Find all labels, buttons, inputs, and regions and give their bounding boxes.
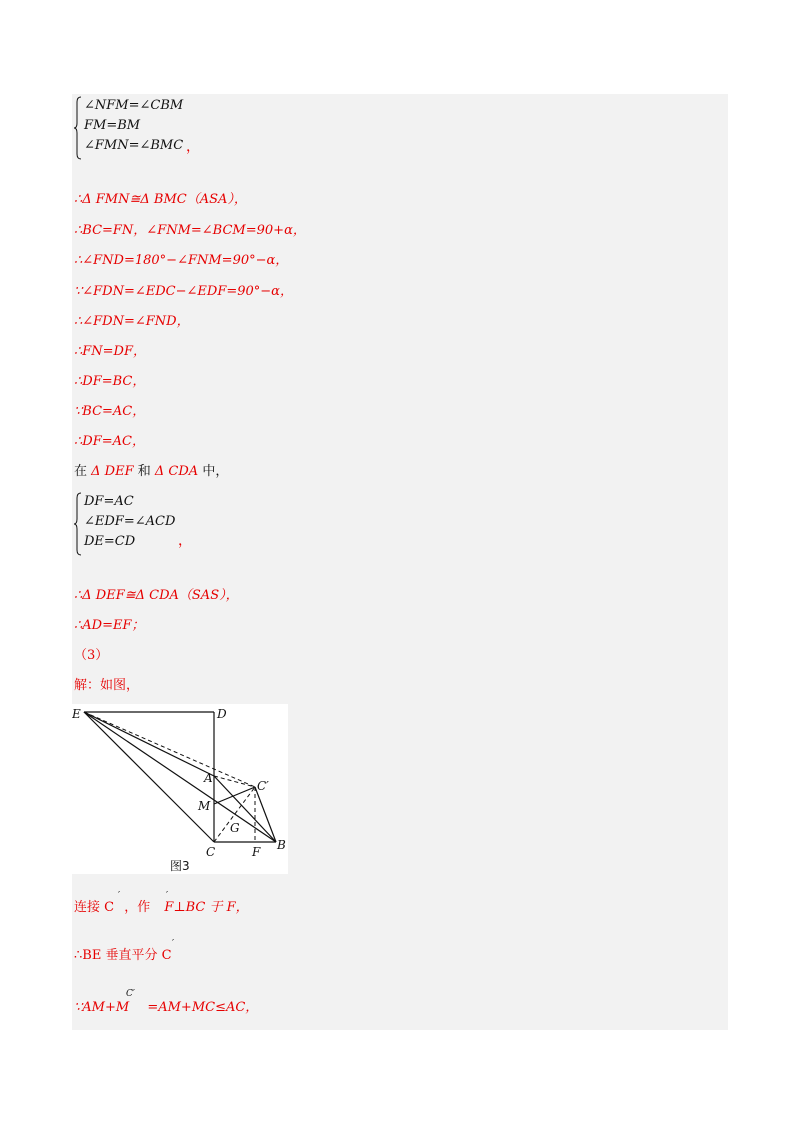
step-line: ∴BC=FN，∠FNM=∠BCM=90+α，	[74, 223, 306, 238]
system1-row-3: ∠FMN=∠BMC	[84, 138, 184, 153]
connect-text-b: ，作	[124, 900, 151, 915]
step-line: ∴DF=AC，	[74, 434, 145, 449]
triangle-cda: Δ CDA	[154, 464, 199, 479]
step-line: ∴DF=BC，	[74, 374, 146, 389]
inequality-sup: C′	[126, 989, 135, 999]
step-line: ∵BC=AC，	[74, 404, 146, 419]
connect-text-a: 连接 C	[74, 900, 115, 915]
label-c: C	[206, 845, 216, 859]
label-e: E	[72, 707, 81, 721]
system2-row-1: DF=AC	[84, 494, 134, 509]
step-line: ∴Δ FMN≅Δ BMC（ASA），	[74, 192, 247, 207]
step-line: ∴Δ DEF≅Δ CDA（SAS），	[74, 588, 239, 603]
bisector-text: ∴BE 垂直平分 C	[74, 948, 172, 963]
figure-3-drawing	[72, 704, 288, 874]
left-brace-icon	[74, 96, 82, 160]
system2-tail: ，	[178, 533, 192, 549]
system2-row-2: ∠EDF=∠ACD	[84, 514, 176, 529]
label-c-prime: C′	[257, 779, 269, 793]
inequality-line	[74, 989, 259, 1016]
in-suffix: 中，	[202, 464, 229, 479]
system1-row-2: FM=BM	[84, 118, 141, 133]
system1-row-1: ∠NFM=∠CBM	[84, 98, 184, 113]
solution-intro: 解：如图，	[74, 678, 140, 693]
step-line: ∵∠FDN=∠EDC−∠EDF=90°−α，	[74, 284, 293, 299]
inequality-text-a: ∵AM+M	[74, 1000, 130, 1015]
bisector-sup: ′	[172, 939, 175, 949]
connect-sup: ′	[118, 891, 121, 901]
in-mid: 和	[137, 464, 151, 479]
step-line: ∴∠FDN=∠FND，	[74, 314, 190, 329]
step-line: ∴AD=EF；	[74, 618, 145, 633]
label-a: A	[204, 771, 213, 785]
figure-caption: 图3	[170, 859, 190, 873]
connect-line	[74, 891, 249, 916]
label-g: G	[230, 821, 240, 835]
bisector-line	[74, 939, 175, 964]
label-m: M	[198, 799, 211, 813]
step-line: ∴∠FND=180°−∠FNM=90°−α，	[74, 253, 289, 268]
geometry-figure-3	[72, 704, 288, 874]
left-brace-icon	[74, 492, 82, 556]
system1-tail: ，	[186, 139, 200, 155]
label-f: F	[252, 845, 261, 859]
connect-text-c: F⊥BC 于 F，	[164, 900, 249, 915]
inequality-text-b: =AM+MC≤AC，	[147, 1000, 259, 1015]
label-d: D	[217, 707, 227, 721]
system2-row-3: DE=CD	[84, 534, 136, 549]
triangle-def: Δ DEF	[91, 464, 134, 479]
connect-sup-2: ′	[166, 891, 169, 901]
in-triangles-line	[74, 464, 228, 480]
part-number: （3）	[74, 648, 109, 663]
label-b: B	[277, 838, 286, 852]
in-prefix: 在	[74, 464, 88, 479]
step-line: ∴FN=DF，	[74, 344, 147, 359]
